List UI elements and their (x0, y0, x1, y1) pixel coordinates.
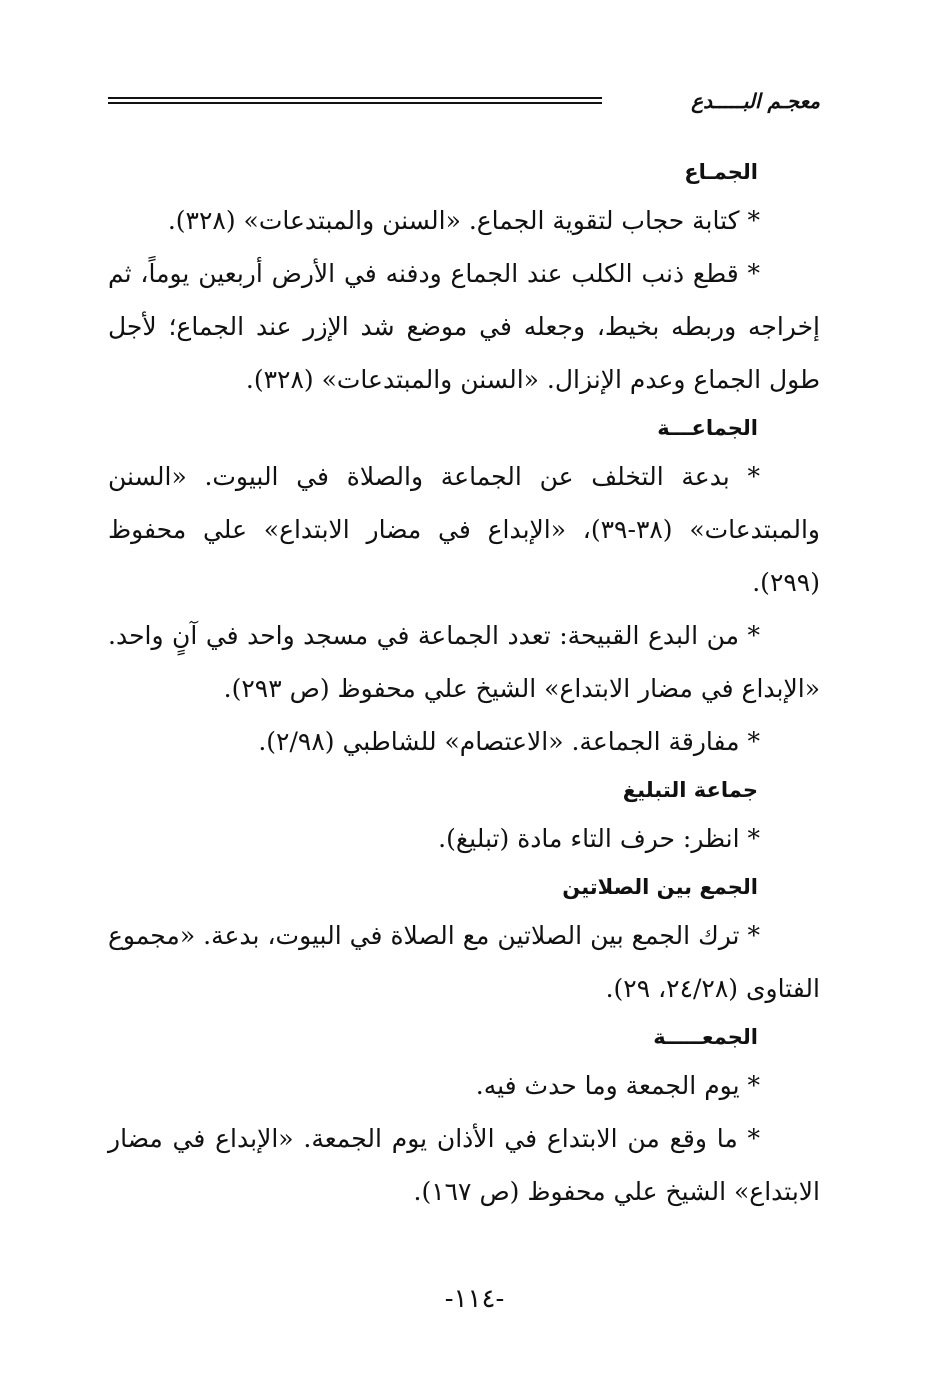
entry-heading: جماعة التبليغ (622, 778, 758, 802)
entry-section (108, 150, 820, 406)
entry-paragraph: * من البدع القبيحة: تعدد الجماعة في مسجد واحد في آنٍ واحد. «الإبداع في مضار الابتداع» الشيخ علي محفوظ (ص ٢٩٣). (108, 621, 820, 703)
header-double-rule (108, 97, 602, 104)
entry-paragraph: * ما وقع من الابتداع في الأذان يوم الجمعة. «الإبداع في مضار الابتداع» الشيخ علي محفوظ (ص ١٦٧). (108, 1124, 820, 1206)
entry-paragraph: * كتابة حجاب لتقوية الجماع. «السنن والمبتدعات» (٣٢٨). (167, 206, 760, 235)
entry-paragraph: * بدعة التخلف عن الجماعة والصلاة في البيوت. «السنن والمبتدعات» (٣٨-٣٩)، «الإبداع في مضار الابتداع» علي محفوظ (٢٩٩). (108, 462, 820, 597)
entry-section (108, 406, 820, 768)
running-header-title: معجـم البـــــدع (691, 89, 820, 113)
entry-paragraph: * مفارقة الجماعة. «الاعتصام» للشاطبي (٢/٩٨). (258, 727, 760, 756)
entry-section (108, 768, 820, 865)
entry-paragraph: * قطع ذنب الكلب عند الجماع ودفنه في الأرض أربعين يوماً، ثم إخراجه وربطه بخيط، وجعله في موضع شد الإزر عند الجماع؛ لأجل طول الجماع وعدم الإنزال. «السنن والمبتدعات» (٣٢٨). (108, 259, 820, 394)
page-body (108, 150, 820, 1218)
entry-paragraph: * يوم الجمعة وما حدث فيه. (475, 1071, 760, 1100)
entry-section (108, 1015, 820, 1218)
entry-heading: الجمـاع (684, 160, 758, 184)
entry-heading: الجمع بين الصلاتين (562, 875, 758, 899)
entry-section (108, 865, 820, 1015)
entry-heading: الجماعـــة (657, 416, 758, 440)
page-number: -١١٤- (444, 1284, 505, 1314)
entry-paragraph: * ترك الجمع بين الصلاتين مع الصلاة في البيوت، بدعة. «مجموع الفتاوى (٢٤/٢٨، ٢٩). (108, 921, 820, 1003)
entry-paragraph: * انظر: حرف التاء مادة (تبليغ). (438, 824, 760, 853)
running-header (108, 88, 820, 118)
entry-heading: الجمعـــــة (653, 1025, 758, 1049)
